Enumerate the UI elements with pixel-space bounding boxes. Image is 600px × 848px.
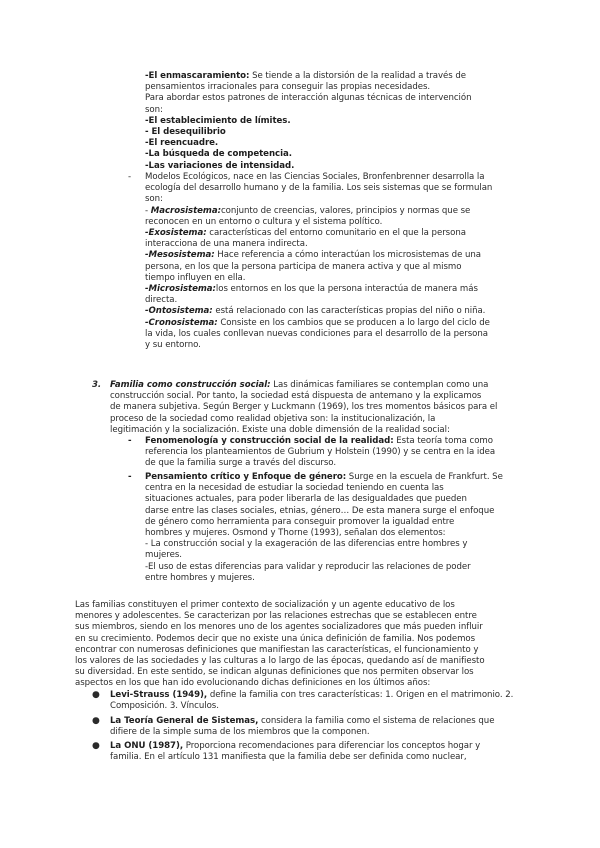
levi-strauss-item xyxy=(110,690,513,712)
teoria-sistemas-line-1: La Teoría General de Sistemas, considera la familia como el sistema de relaciones que xyxy=(110,716,495,726)
pensamiento-line-6: hombres y mujeres. Osmond y Thorne (1993), señalan dos elementos: xyxy=(145,528,446,539)
ontosistema-line-1: -Ontosistema: está relacionado con las características propias del niño o niña. xyxy=(145,306,486,317)
paragraph-line: menores y adolescentes. Se caracterizan por las relaciones estrechas que se establecen entre xyxy=(75,611,477,622)
ontosistema-term: -Ontosistema: xyxy=(145,306,213,317)
construccion-line-4: proceso de la sociedad como realidad objetiva son: la institucionalización, la xyxy=(110,413,436,424)
construccion-social-block xyxy=(110,380,497,436)
levi-strauss-line-1: Levi-Strauss (1949), define la familia con tres características: 1. Origen en el matrimonio. 2. xyxy=(110,690,514,700)
ecological-models-block xyxy=(145,172,492,351)
cronosistema-term: -Cronosistema: xyxy=(145,317,218,328)
fenomenologia-line-2: referencia los planteamientos de Gubrium y Holstein (1990) y se centra en la idea xyxy=(145,447,496,458)
teoria-sistemas-term: La Teoría General de Sistemas, xyxy=(110,716,259,726)
paragraph-line: sus miembros, siendo en los menores uno de los agentes socializadores que más pueden influir xyxy=(75,622,483,633)
technique-item: -Las variaciones de intensidad. xyxy=(145,160,295,171)
abordar-line-2: son: xyxy=(145,104,163,115)
pensamiento-line-10: entre hombres y mujeres. xyxy=(145,572,255,583)
mesosistema-line-1: -Mesosistema: Hace referencia a cómo interactúan los microsistemas de una xyxy=(145,250,481,261)
enmascaramiento-line-2: pensamientos irracionales para conseguir las propias necesidades. xyxy=(145,82,431,93)
onu-item xyxy=(110,741,480,763)
macrosistema-line-2: reconocen en un entorno o cultura y el sistema político. xyxy=(145,216,383,227)
pensamiento-term: Pensamiento crítico y Enfoque de género: xyxy=(145,472,347,482)
macrosistema-line-1: - Macrosistema:conjunto de creencias, valores, principios y normas que se xyxy=(145,205,471,216)
ecological-line-3: son: xyxy=(145,194,163,205)
microsistema-line-2: directa. xyxy=(145,295,178,306)
microsistema-line-1: -Microsistema:los entornos en los que la persona interactúa de manera más xyxy=(145,284,478,295)
onu-line-1: La ONU (1987), Proporciona recomendaciones para diferenciar los conceptos hogar y xyxy=(110,741,481,751)
pensamiento-line-8: mujeres. xyxy=(145,550,182,561)
pensamiento-line-5: de género como herramienta para conseguir promover la igualdad entre xyxy=(145,516,455,527)
pensamiento-line-1: Pensamiento crítico y Enfoque de género: Surge en la escuela de Frankfurt. Se xyxy=(145,472,503,482)
familias-paragraph xyxy=(75,600,485,690)
exosistema-line-2: interacciona de una manera indirecta. xyxy=(145,239,308,250)
enmascaramiento-block xyxy=(145,71,472,172)
fenomenologia-line-3: de que la familia surge a través del discurso. xyxy=(145,458,337,469)
abordar-line-1: Para abordar estos patrones de interacción algunas técnicas de intervención xyxy=(145,93,472,104)
levi-strauss-term: Levi-Strauss (1949), xyxy=(110,690,208,700)
fenomenologia-term: Fenomenología y construcción social de la realidad: xyxy=(145,436,394,446)
technique-item: -El establecimiento de límites. xyxy=(145,115,291,126)
pensamiento-block xyxy=(145,472,503,584)
exosistema-line-1: -Exosistema: características del entorno comunitario en el que la persona xyxy=(145,228,466,239)
cronosistema-line-2: la vida, los cuales conllevan nuevas condiciones para el desarrollo de la persona xyxy=(145,328,488,339)
teoria-sistemas-item xyxy=(110,716,494,738)
pensamiento-line-9: -El uso de estas diferencias para validar y reproducir las relaciones de poder xyxy=(145,561,471,572)
bullet-icon: ● xyxy=(92,690,100,700)
fenomenologia-block xyxy=(145,436,495,470)
construccion-line-1: Familia como construcción social: Las dinámicas familiares se contemplan como una xyxy=(110,380,489,390)
technique-item: -El reencuadre. xyxy=(145,138,219,149)
technique-item: -La búsqueda de competencia. xyxy=(145,149,292,160)
onu-line-2: familia. En el artículo 131 manifiesta que la familia debe ser definida como nuclear, xyxy=(110,752,467,763)
construccion-line-5: legitimación y la socialización. Existe una doble dimensión de la realidad social: xyxy=(110,424,450,435)
paragraph-line: los valores de las sociedades y las culturas a lo largo de las épocas, quedando así de manifiesto xyxy=(75,656,485,667)
ecological-dash: - xyxy=(128,172,132,182)
levi-strauss-line-2: Composición. 3. Vínculos. xyxy=(110,701,219,712)
cronosistema-line-3: y su entorno. xyxy=(145,340,201,351)
pensamiento-line-7: - La construcción social y la exageración de las diferencias entre hombres y xyxy=(145,539,468,550)
paragraph-line: su diversidad. En este sentido, se indican algunas definiciones que nos permiten observar los xyxy=(75,667,474,678)
mesosistema-line-2: persona, en los que la persona participa de manera activa y que al mismo xyxy=(145,261,462,272)
paragraph-line: aspectos en los que han ido evolucionando dichas definiciones en los últimos años: xyxy=(75,678,431,689)
ecological-line-2: ecología del desarrollo humano y de la familia. Los seis sistemas que se formulan xyxy=(145,183,493,194)
bullet-icon: ● xyxy=(92,741,100,751)
fenomenologia-line-1: Fenomenología y construcción social de la realidad: Esta teoría toma como xyxy=(145,436,493,446)
paragraph-line: en su crecimiento. Podemos decir que no existe una única definición de familia. Nos podemos xyxy=(75,633,476,644)
enmascaramiento-line-1: -El enmascaramiento: Se tiende a la distorsión de la realidad a través de xyxy=(145,71,467,81)
list-number-3: 3. xyxy=(92,380,102,390)
pensamiento-line-2: centra en la necesidad de estudiar la sociedad teniendo en cuenta las xyxy=(145,483,444,494)
exosistema-term: -Exosistema: xyxy=(145,228,207,239)
mesosistema-line-3: tiempo influyen en ella. xyxy=(145,272,246,283)
pensamiento-dash: - xyxy=(128,472,132,482)
pensamiento-line-4: darse entre las clases sociales, etnias, género… De esta manera surge el enfoque xyxy=(145,505,495,516)
enmascaramiento-term: -El enmascaramiento: xyxy=(145,71,250,81)
ecological-line-1: Modelos Ecológicos, nace en las Ciencias Sociales, Bronfenbrenner desarrolla la xyxy=(145,172,485,182)
microsistema-term: -Microsistema: xyxy=(145,284,216,295)
paragraph-line: encontrar con numerosas definiciones que manifiestan las características, el funcionamiento y xyxy=(75,644,479,655)
cronosistema-line-1: -Cronosistema: Consiste en los cambios que se producen a lo largo del ciclo de xyxy=(145,317,490,328)
bullet-icon: ● xyxy=(92,716,100,726)
teoria-sistemas-line-2: difiere de la simple suma de los miembros que la componen. xyxy=(110,727,370,738)
mesosistema-term: -Mesosistema: xyxy=(145,250,215,261)
onu-term: La ONU (1987), xyxy=(110,741,184,751)
pensamiento-line-3: situaciones actuales, para poder liberarla de las desigualdades que pueden xyxy=(145,494,467,505)
construccion-line-3: de manera subjetiva. Según Berger y Luckmann (1969), los tres momentos básicos para el xyxy=(110,402,498,413)
technique-item: - El desequilibrio xyxy=(145,127,226,138)
macrosistema-term: Macrosistema: xyxy=(150,205,221,216)
paragraph-line: Las familias constituyen el primer contexto de socialización y un agente educativo de los xyxy=(75,600,455,610)
construccion-term: Familia como construcción social: xyxy=(110,380,271,390)
fenomenologia-dash: - xyxy=(128,436,132,446)
construccion-line-2: construcción social. Por tanto, la sociedad está dispuesta de antemano y la explicamos xyxy=(110,391,482,402)
